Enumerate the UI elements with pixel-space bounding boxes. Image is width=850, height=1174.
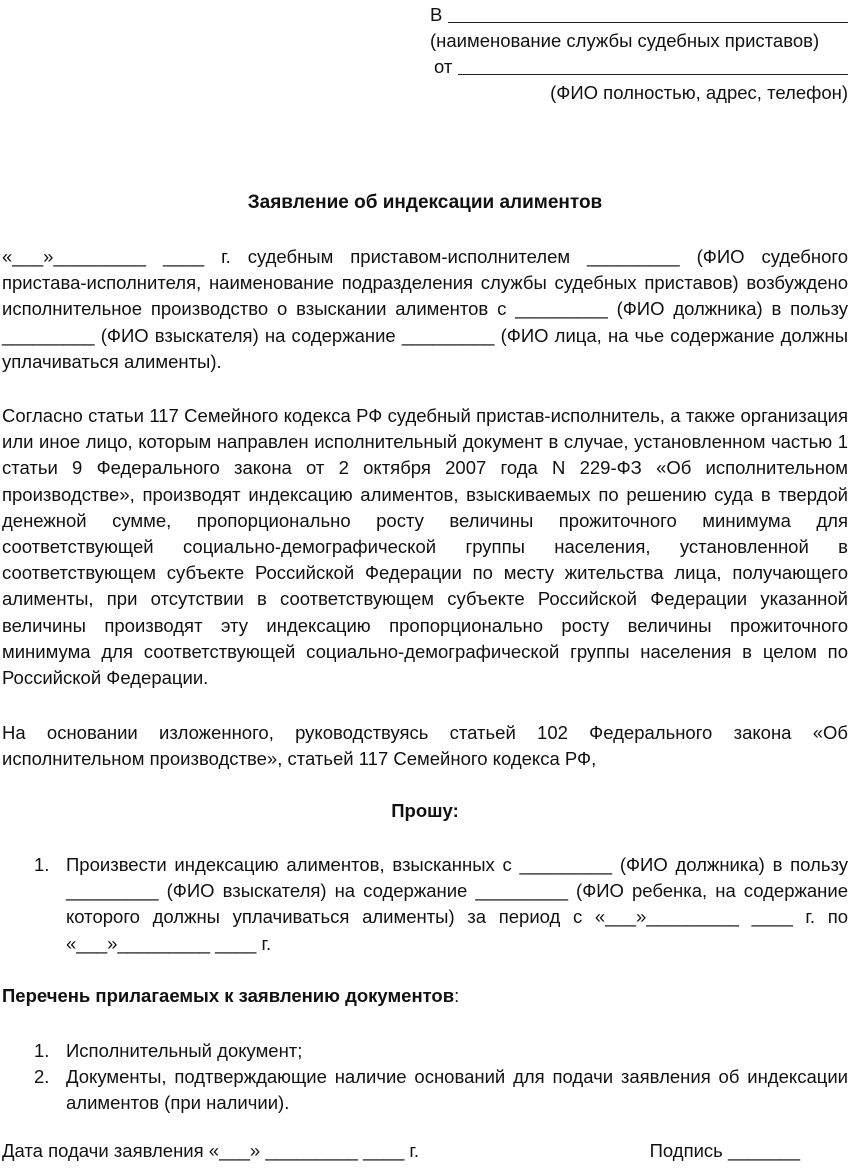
paragraph-intro: «___»_________ ____ г. судебным приставом-исполнителем _________ (ФИО судебного пристава-исполнителя, наименование подразделения службы судебных приставов) возбуждено исполнительное производство о взыскании алиментов с _________ (ФИО должника) в пользу _________ (ФИО взыскателя) на содержание _________ (ФИО лица, на чье содержание должны уплачиваться алименты). [2,246,848,372]
addressee-caption-text: (наименование службы судебных приставов) [430,30,820,51]
sender-caption [430,80,848,106]
addressee-caption [430,28,848,54]
attachments-heading-text: Перечень прилагаемых к заявлению документов [2,985,455,1006]
sender-line [430,54,848,80]
addressee-prefix: В [430,4,443,25]
date-label: Дата подачи заявления «___» _________ ____ г. [2,1140,420,1161]
signature-label: Подпись _______ [649,1140,800,1161]
sender-caption-text: (ФИО полностью, адрес, телефон) [550,82,848,103]
attachments-list [2,1038,848,1117]
paragraph-basis: На основании изложенного, руководствуясь статьей 102 Федерального закона «Об исполнительном производстве», статьей 117 Семейного кодекса РФ, [2,722,848,770]
paragraph-law: Согласно статьи 117 Семейного кодекса РФ судебный пристав-исполнитель, а также организация или иное лицо, которым направлен исполнительный документ в случае, установленном частью 1 статьи 9 Федерального закона от 2 октября 2007 года N 229-ФЗ «Об исполнительном производстве», производят индексацию алиментов, взыскиваемых по решению суда в твердой денежной сумме, пропорционально росту величины прожиточного минимума для соответствующей социально-демографической группы населения, установленной в соответствующем субъекте Российской Федерации по месту жительства лица, получающего алименты, при отсутствии в соответствующем субъекте Российской Федерации указанной величины производят эту индексацию пропорционально росту величины прожиточного минимума для соответствующей социально-демографической группы населения в целом по Российской Федерации. [2,405,848,689]
sender-blank [458,58,848,75]
request-list [2,852,848,957]
attachments-heading-colon: : [454,985,460,1006]
list-item [2,1038,848,1064]
attachments-heading [2,985,459,1007]
list-item-number: 2. [34,1066,50,1088]
list-item-text: Документы, подтверждающие наличие оснований для подачи заявления об индексации алиментов (при наличии). [66,1066,848,1114]
addressee-blank [448,6,848,23]
list-item [2,852,848,957]
list-item-number: 1. [34,854,50,875]
request-heading: Прошу: [391,800,459,821]
sender-prefix: от [434,56,453,77]
list-item-text: Исполнительный документ; [66,1040,303,1061]
list-item [2,1064,848,1116]
list-item-text: Произвести индексацию алиментов, взысканных с _________ (ФИО должника) в пользу _________ (ФИО взыскателя) на содержание _________ (ФИО ребенка, на содержание которого должны уплачиваться алименты) за период с «___»_________ ____ г. по «___»_________ ____ г. [66,854,848,954]
list-item-number: 1. [34,1040,50,1061]
addressee-line [430,2,848,28]
footer [2,1140,848,1162]
document-title: Заявление об индексации алиментов [247,192,603,213]
addressee-block [430,2,848,106]
